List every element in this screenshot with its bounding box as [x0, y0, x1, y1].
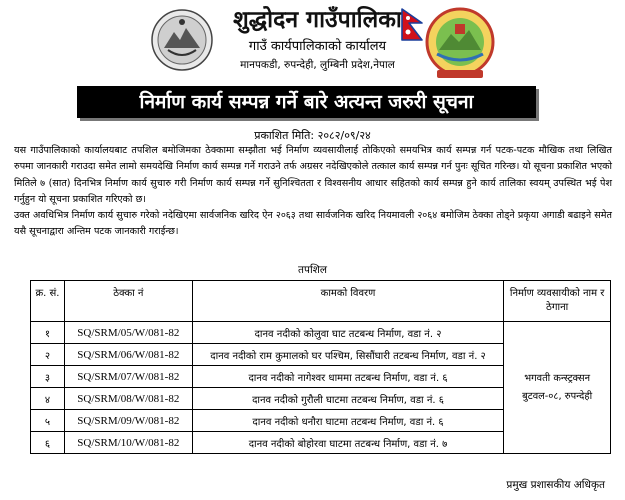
- row-description: दानव नदीको धनौरा घाटमा तटबन्ध निर्माण, वडा नं. ६: [192, 410, 504, 432]
- table-row: [31, 322, 611, 344]
- row-contract-no: SQ/SRM/08/W/081-82: [64, 388, 192, 410]
- row-description: दानव नदीको गुरौली घाटमा तटबन्ध निर्माण, वडा नं. ६: [192, 388, 504, 410]
- header-description: कामको विवरण: [192, 281, 504, 322]
- row-sn: ५: [31, 410, 65, 432]
- builder-name: भगवती कन्स्ट्रक्सन: [524, 372, 591, 384]
- org-name: शुद्धोदन गाउँपालिका: [233, 6, 402, 33]
- nepal-flag-icon: [400, 8, 424, 42]
- works-table: [30, 280, 611, 454]
- nepal-emblem-icon: [150, 8, 214, 72]
- office-name: गाउँ कार्यपालिकाको कार्यालय: [248, 39, 387, 54]
- row-sn: ४: [31, 388, 65, 410]
- notice-paragraph: उक्त अवधिभित्र निर्माण कार्य सुचारु गरेको नदेखिएमा सार्वजनिक खरिद ऐन २०६३ तथा सार्वजनिक खरिद नियमावली २०६४ बमोजिम ठेक्का तोड्ने प्रकृया अगाडी बढाइने समेत यसै सूचनाद्वारा अन्तिम पटक जानकारी गराईन्छ।: [14, 210, 612, 238]
- row-contract-no: SQ/SRM/06/W/081-82: [64, 344, 192, 366]
- table-header-row: [31, 281, 611, 322]
- notice-body: [14, 143, 612, 241]
- row-contract-no: SQ/SRM/05/W/081-82: [64, 322, 192, 344]
- row-contract-no: SQ/SRM/07/W/081-82: [64, 366, 192, 388]
- builder-cell: [504, 322, 611, 454]
- row-contract-no: SQ/SRM/09/W/081-82: [64, 410, 192, 432]
- office-address: मानपकडी, रुपन्देही, लुम्बिनी प्रदेश,नेपाल: [240, 59, 395, 71]
- row-sn: २: [31, 344, 65, 366]
- notice-title-banner: निर्माण कार्य सम्पन्न गर्ने बारे अत्यन्त जरुरी सूचना: [77, 86, 536, 118]
- published-date: प्रकाशित मिति: २०८२/०९/२४: [254, 129, 371, 142]
- row-sn: ३: [31, 366, 65, 388]
- signature-title: प्रमुख प्रशासकीय अधिकृत: [506, 479, 605, 491]
- notice-paragraph: यस गाउँपालिकाको कार्यालयबाट तपशिल बमोजिमका ठेक्कामा सम्झौता भई निर्माण व्यवसायीलाई तोकिएको समयभित्र कार्य सम्पन्न गर्न पटक-पटक मौखिक तथा लिखित रुपमा जानकारी गराउदा समेत लामो समयदेखि निर्माण कार्य सम्पन्न गर्ने गराउने तर्फ अग्रसर नदेखिएकोले तत्काल कार्य सम्पन्न गर्न पुनः सूचित गरिन्छ। यो सूचना प्रकाशित भएको मितिले ७ (सात) दिनभित्र निर्माण कार्य सुचारु गरी निर्माण कार्य सम्पन्न गर्ने सुनिश्चितता र विश्वसनीय आधार सहितको कार्य सम्पन्न हुने कार्य तालिका स्वयम् उपस्थित भई पेश गर्नुहुन यो सूचना प्रकाशित गरिएको छ।: [14, 145, 612, 205]
- row-sn: १: [31, 322, 65, 344]
- header-builder: निर्माण व्यवसायीको नाम र ठेगाना: [504, 281, 611, 322]
- header-sn: क्र. सं.: [31, 281, 65, 322]
- row-description: दानव नदीको बोहोरवा घाटमा तटबन्ध निर्माण, वडा नं. ७: [192, 432, 504, 454]
- row-description: दानव नदीको नागेश्वर धाममा तटबन्ध निर्माण, वडा नं. ६: [192, 366, 504, 388]
- section-label: तपशिल: [298, 264, 327, 276]
- builder-address: बुटवल-०८, रुपन्देही: [522, 390, 593, 402]
- header-contract: ठेक्का नं: [64, 281, 192, 322]
- row-sn: ६: [31, 432, 65, 454]
- municipality-logo-icon: [425, 6, 495, 82]
- row-description: दानव नदीको कोलुवा घाट तटबन्ध निर्माण, वडा नं. २: [192, 322, 504, 344]
- row-contract-no: SQ/SRM/10/W/081-82: [64, 432, 192, 454]
- row-description: दानव नदीको राम कुमालको घर पश्चिम, सिसौंघारी तटबन्ध निर्माण, वडा नं. २: [192, 344, 504, 366]
